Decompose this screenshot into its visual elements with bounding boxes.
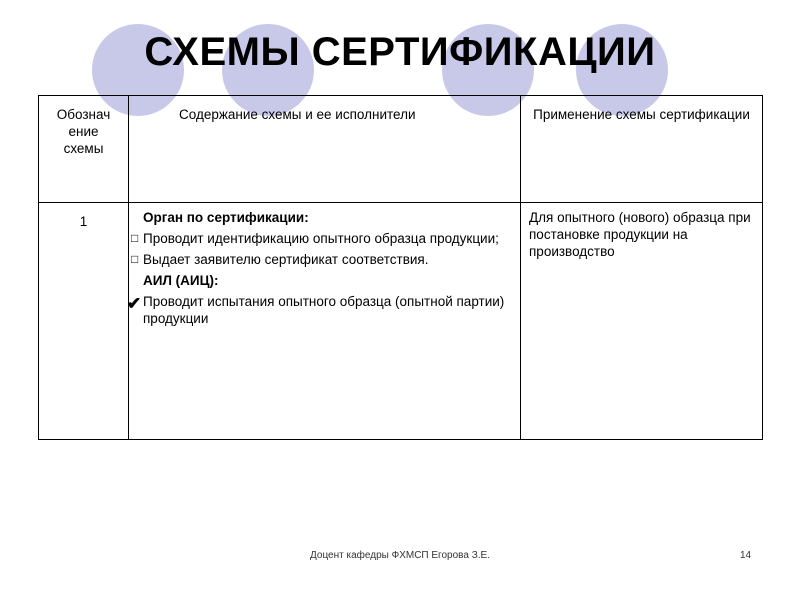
list-item [127,293,514,327]
table-header-row [39,96,763,203]
schemes-table [38,95,763,440]
header-designation-line: схемы [63,141,104,156]
slide-title: СХЕМЫ СЕРТИФИКАЦИИ [144,30,656,74]
scheme-application: Для опытного (нового) образца при постановке продукции на производство [521,203,763,440]
checkmark-icon: ✔ [127,294,142,313]
scheme-number: 1 [39,203,129,440]
header-designation-line: Обознач [56,107,111,122]
header-designation [39,96,129,203]
scheme-content [129,203,521,440]
list-item-text: Выдает заявителю сертификат соответствия. [143,252,429,267]
square-bullet-icon: □ [131,252,139,266]
page-number: 14 [740,550,752,561]
list-item-text: Проводит идентификацию опытного образца продукции; [143,231,499,246]
footer-author: Доцент кафедры ФХМСП Егорова З.Е. [310,550,490,561]
header-content: Содержание схемы и ее исполнители [129,96,521,203]
square-bullet-icon: □ [131,231,139,245]
header-designation-line: ение [68,124,99,139]
org-heading: Орган по сертификации: [143,210,309,225]
list-item [131,230,514,247]
list-item-text: Проводит испытания опытного образца (опытной партии) продукции [143,294,505,326]
header-application: Применение схемы сертификации [521,96,763,203]
lab-heading: АИЛ (АИЦ): [143,273,219,288]
table-row [39,203,763,440]
list-item [131,251,514,268]
